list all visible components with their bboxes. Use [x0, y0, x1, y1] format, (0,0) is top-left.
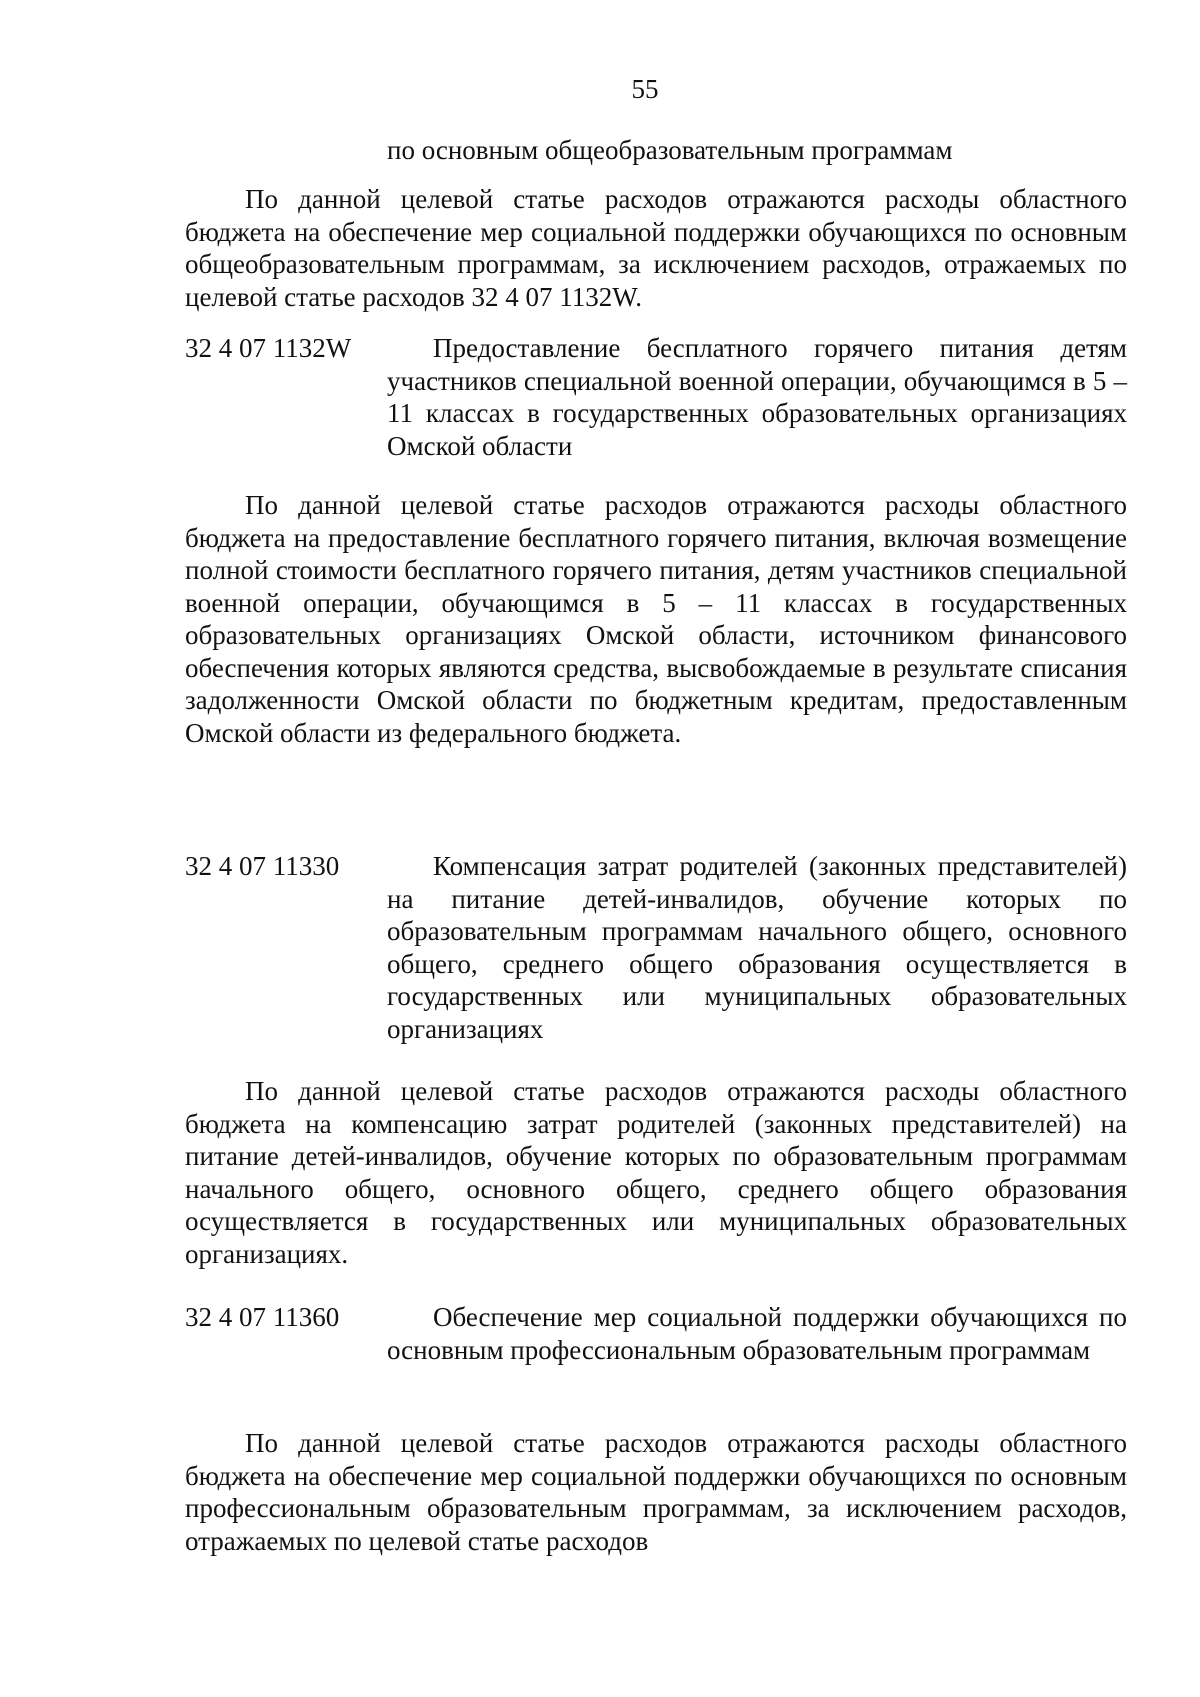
entry-code-3: 32 4 07 11360 [185, 1302, 340, 1332]
entry-title-3: Обеспечение мер социальной поддержки обучающихся по основным профессиональным образовательным программам [387, 1302, 1127, 1365]
paragraph-4: По данной целевой статье расходов отражаются расходы областного бюджета на обеспечение мер социальной поддержки обучающихся по основным профессиональным образовательным программам, за исключением расходов, отражаемых по целевой статье расходов [185, 1428, 1127, 1556]
paragraph-1: По данной целевой статье расходов отражаются расходы областного бюджета на обеспечение мер социальной поддержки обучающихся по основным общеобразовательным программам, за исключением расходов, отражаемых по целевой статье расходов 32 4 07 1132W. [185, 184, 1127, 312]
entry-code-2: 32 4 07 11330 [185, 851, 340, 881]
entry-title-2: Компенсация затрат родителей (законных представителей) на питание детей-инвалидов, обучение которых по образовательным программам начального общего, основного общего, среднего общего образования осуществляется в государственных или муниципальных образовательных организациях [387, 851, 1127, 1044]
paragraph-2: По данной целевой статье расходов отражаются расходы областного бюджета на предоставление бесплатного горячего питания, включая возмещение полной стоимости бесплатного горячего питания, детям участников специальной военной операции, обучающимся в 5 – 11 классах в государственных образовательных организациях Омской области, источником финансового обеспечения которых являются средства, высвобождаемые в результате списания задолженности Омской области по бюджетным кредитам, предоставленным Омской области из федерального бюджета. [185, 490, 1127, 748]
entry-title-1: Предоставление бесплатного горячего питания детям участников специальной военной операции, обучающимся в 5 – 11 классах в государственных образовательных организациях Омской области [387, 333, 1127, 461]
paragraph-3: По данной целевой статье расходов отражаются расходы областного бюджета на компенсацию затрат родителей (законных представителей) на питание детей-инвалидов, обучение которых по образовательным программам начального общего, основного общего, среднего общего образования осуществляется в государственных или муниципальных образовательных организациях. [185, 1076, 1127, 1269]
heading-continuation: по основным общеобразовательным программам [387, 135, 953, 165]
entry-code-1: 32 4 07 1132W [185, 333, 352, 363]
page-number: 55 [631, 74, 659, 104]
